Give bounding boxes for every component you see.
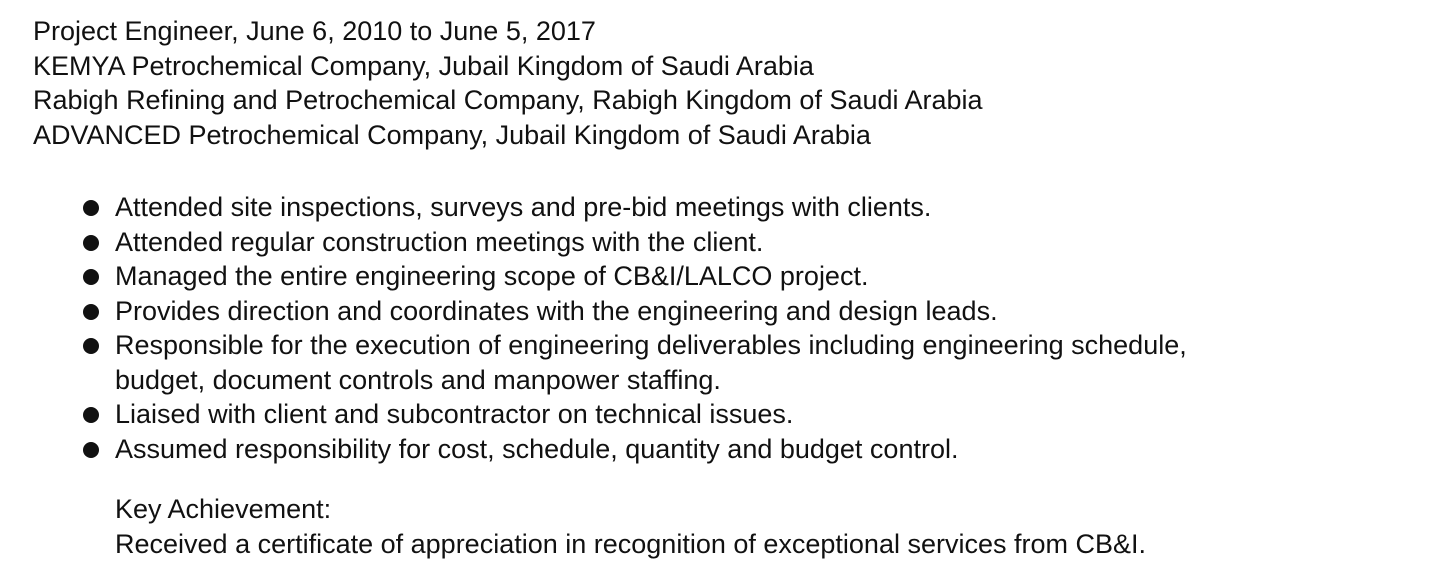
- key-achievement-label: Key Achievement:: [115, 494, 332, 524]
- employer-2: Rabigh Refining and Petrochemical Company, Rabigh Kingdom of Saudi Arabia: [33, 85, 983, 115]
- list-item: [33, 432, 1413, 467]
- list-item: [33, 225, 1413, 260]
- bullet-dot-icon: [83, 338, 99, 354]
- list-item: [33, 397, 1413, 432]
- employer-1: KEMYA Petrochemical Company, Jubail Kingdom of Saudi Arabia: [33, 50, 814, 81]
- list-item-text: Provides direction and coordinates with the engineering and design leads.: [115, 295, 998, 326]
- list-item-text: Assumed responsibility for cost, schedule, quantity and budget control.: [115, 433, 959, 464]
- list-item-text: Managed the entire engineering scope of CB&I/LALCO project.: [115, 261, 869, 291]
- bullet-dot-icon: [83, 269, 99, 285]
- bullet-dot-icon: [83, 235, 99, 251]
- list-item: [33, 294, 1413, 329]
- bullet-dot-icon: [83, 442, 99, 458]
- responsibilities-list: [33, 190, 1413, 466]
- list-item: [33, 328, 1413, 397]
- employer-3: ADVANCED Petrochemical Company, Jubail Kingdom of Saudi Arabia: [33, 119, 871, 150]
- list-item-text: Responsible for the execution of engineering deliverables including engineering schedule, budget, document controls and manpower staffing.: [115, 330, 1187, 395]
- list-item: [33, 259, 1413, 294]
- job-header: [33, 14, 1413, 152]
- key-achievement-text: Received a certificate of appreciation in recognition of exceptional services from CB&I.: [115, 528, 1147, 559]
- list-item: [33, 190, 1413, 225]
- resume-section: [33, 14, 1413, 561]
- job-title-dates: Project Engineer, June 6, 2010 to June 5, 2017: [33, 16, 596, 46]
- list-item-text: Liaised with client and subcontractor on technical issues.: [115, 399, 794, 429]
- list-item-text: Attended regular construction meetings with the client.: [115, 226, 764, 257]
- list-item-text: Attended site inspections, surveys and pre-bid meetings with clients.: [115, 192, 932, 222]
- bullet-dot-icon: [83, 407, 99, 423]
- key-achievement: [115, 492, 1413, 561]
- bullet-dot-icon: [83, 304, 99, 320]
- bullet-dot-icon: [83, 200, 99, 216]
